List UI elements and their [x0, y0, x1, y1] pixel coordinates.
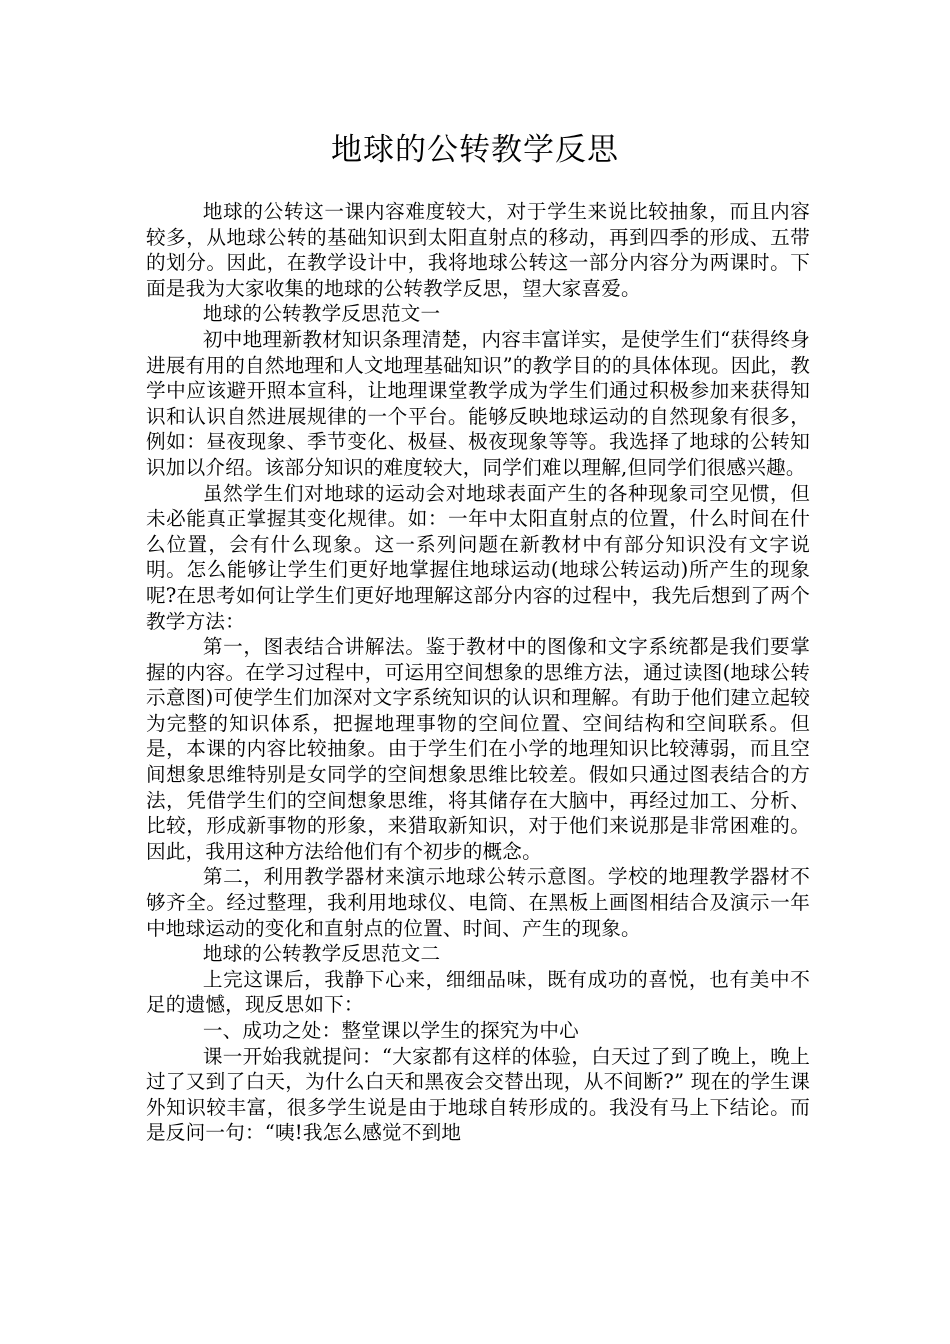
section-heading-2: 地球的公转教学反思范文二	[202, 942, 441, 966]
body-paragraph: 虽然学生们对地球的运动会对地球表面产生的各种现象司空见惯，但未必能真正掌握其变化规律。如：一年中太阳直射点的位置，什么时间在什么位置，会有什么现象。这一系列问题在新教材中有部分知识没有文字说明。怎么能够让学生们更好地掌握住地球运动(地球公转运动)所产生的现象呢?在思考如何让学生们更好地理解这部分内容的过程中，我先后想到了两个教学方法：	[146, 481, 810, 633]
section-heading-1: 地球的公转教学反思范文一	[202, 302, 441, 326]
body-paragraph: 课一开始我就提问：“大家都有这样的体验，白天过了到了晚上，晚上过了又到了白天，为什么白天和黑夜会交替出现，从不间断?” 现在的学生课外知识较丰富，很多学生说是由于地球自转形成的。我没有马上下结论。而是反问一句：“咦!我怎么感觉不到地	[146, 1044, 810, 1145]
document-title: 地球的公转教学反思	[331, 132, 619, 168]
sub-heading: 一、成功之处：整堂课以学生的探究为中心	[202, 1019, 579, 1042]
body-paragraph: 上完这课后，我静下心来，细细品味，既有成功的喜悦，也有美中不足的遗憾，现反思如下：	[146, 967, 810, 1017]
body-paragraph: 第二，利用教学器材来演示地球公转示意图。学校的地理教学器材不够齐全。经过整理，我利用地球仪、电筒、在黑板上画图相结合及演示一年中地球运动的变化和直射点的位置、时间、产生的现象。	[146, 865, 810, 940]
document-body	[146, 199, 810, 1146]
intro-paragraph: 地球的公转这一课内容难度较大，对于学生来说比较抽象，而且内容较多，从地球公转的基础知识到太阳直射点的移动，再到四季的形成、五带的划分。因此，在教学设计中，我将地球公转这一部分内容分为两课时。下面是我为大家收集的地球的公转教学反思，望大家喜爱。	[146, 200, 810, 300]
body-paragraph: 第一，图表结合讲解法。鉴于教材中的图像和文字系统都是我们要掌握的内容。在学习过程中，可运用空间想象的思维方法，通过读图(地球公转示意图)可使学生们加深对文字系统知识的认识和理解。有助于他们建立起较为完整的知识体系，把握地理事物的空间位置、空间结构和空间联系。但是，本课的内容比较抽象。由于学生们在小学的地理知识比较薄弱，而且空间想象思维特别是女同学的空间想象思维比较差。假如只通过图表结合的方法，凭借学生们的空间想象思维，将其储存在大脑中，再经过加工、分析、比较，形成新事物的形象，来猎取新知识，对于他们来说那是非常困难的。因此，我用这种方法给他们有个初步的概念。	[146, 635, 810, 863]
body-paragraph: 初中地理新教材知识条理清楚，内容丰富详实，是使学生们“获得终身进展有用的自然地理和人文地理基础知识”的教学目的的具体体现。因此，教学中应该避开照本宣科，让地理课堂教学成为学生们通过积极参加来获得知识和认识自然进展规律的一个平台。能够反映地球运动的自然现象有很多，例如：昼夜现象、季节变化、极昼、极夜现象等等。我选择了地球的公转知识加以介绍。该部分知识的难度较大，同学们难以理解,但同学们很感兴趣。	[146, 327, 810, 479]
